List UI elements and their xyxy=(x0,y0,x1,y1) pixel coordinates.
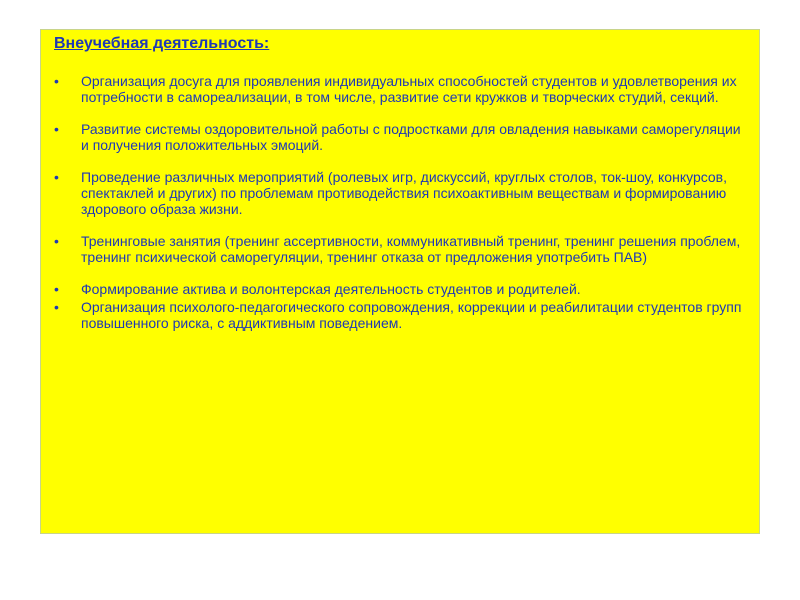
list-item xyxy=(54,169,749,217)
list-item xyxy=(54,281,749,297)
list-item-text: Организация психолого-педагогического сопровождения, коррекции и реабилитации студентов групп повышенного риска, с аддиктивным поведением. xyxy=(81,299,742,331)
list-item-text: Развитие системы оздоровительной работы с подростками для овладения навыками саморегуляции и получения положительных эмоций. xyxy=(81,121,741,153)
bullet-icon: • xyxy=(54,73,59,89)
content-box xyxy=(40,29,760,534)
list-item xyxy=(54,73,749,105)
bullet-icon: • xyxy=(54,233,59,249)
list-item xyxy=(54,233,749,265)
bullet-list xyxy=(54,73,749,331)
slide-title: Внеучебная деятельность: xyxy=(54,35,270,52)
bullet-icon: • xyxy=(54,299,59,315)
list-item-text: Тренинговые занятия (тренинг ассертивности, коммуникативный тренинг, тренинг решения проблем, тренинг психической саморегуляции, тренинг отказа от предложения употребить ПАВ) xyxy=(81,233,741,265)
bullet-icon: • xyxy=(54,281,59,297)
bullet-icon: • xyxy=(54,121,59,137)
bullet-icon: • xyxy=(54,169,59,185)
list-item xyxy=(54,299,749,331)
list-item xyxy=(54,121,749,153)
list-item-text: Проведение различных мероприятий (ролевых игр, дискуссий, круглых столов, ток-шоу, конкурсов, спектаклей и других) по проблемам противодействия психоактивным веществам и формированию здорового образа жизни. xyxy=(81,169,727,217)
list-item-text: Организация досуга для проявления индивидуальных способностей студентов и удовлетворения их потребности в самореализации, в том числе, развитие сети кружков и творческих студий, секций. xyxy=(81,73,737,105)
list-item-text: Формирование актива и волонтерская деятельность студентов и родителей. xyxy=(81,281,581,297)
